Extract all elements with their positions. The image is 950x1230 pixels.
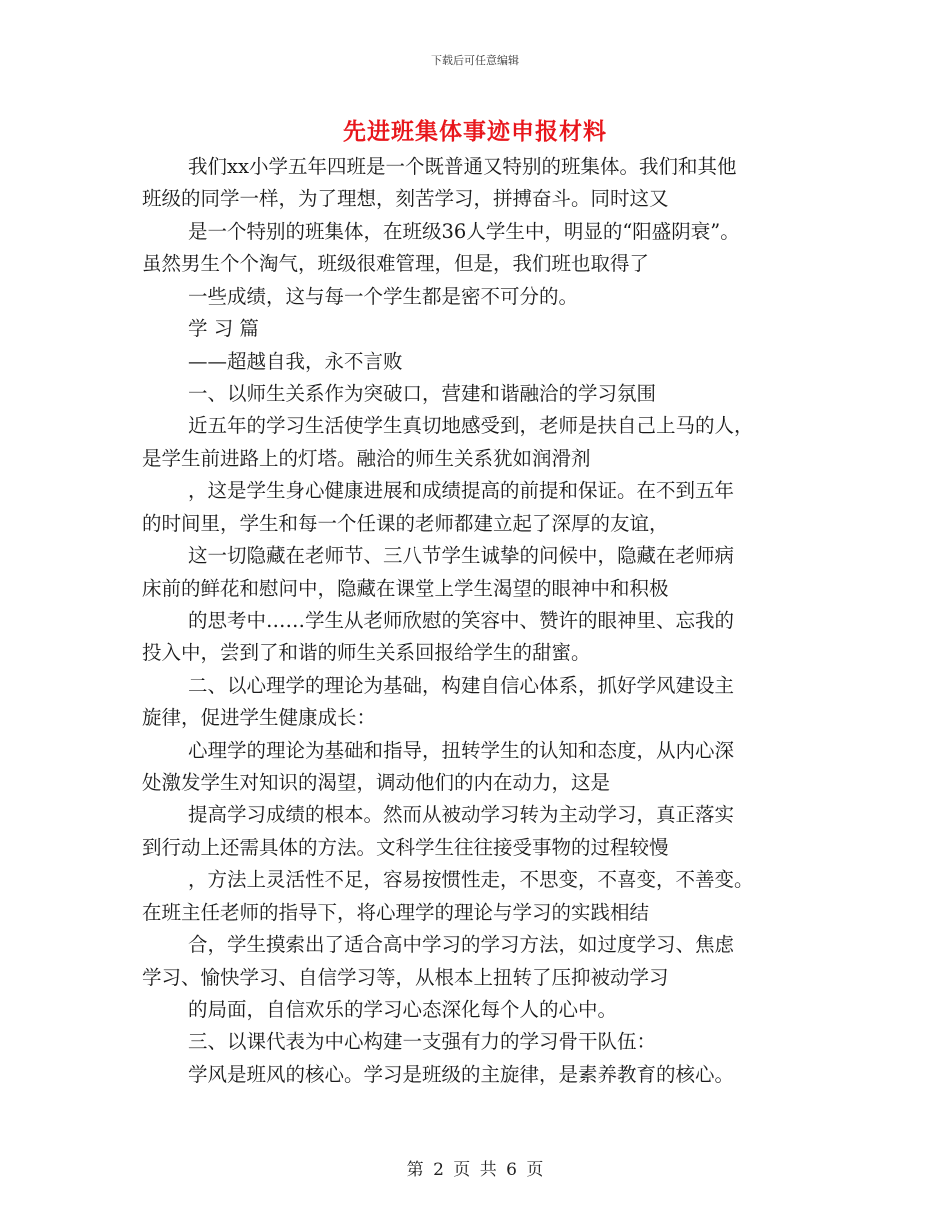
paragraph-line: 我们xx小学五年四班是一个既普通又特别的班集体。我们和其他 (188, 155, 737, 178)
document-title: 先进班集体事迹申报材料 (343, 118, 607, 145)
paragraph-line: 的时间里，学生和每一个任课的老师都建立起了深厚的友谊， (142, 512, 669, 535)
paragraph-line: 在班主任老师的指导下，将心理学的理论与学习的实践相结 (142, 901, 650, 924)
paragraph-line: 是一个特别的班集体，在班级36人学生中，明显的“阳盛阴衰”。 (188, 220, 740, 243)
paragraph-line: 到行动上还需具体的方法。文科学生往往接受事物的过程较慢 (142, 836, 669, 859)
page-footer: 第 2 页 共 6 页 (406, 1160, 544, 1180)
section-heading: 学 习 篇 (188, 317, 259, 340)
subsection-heading: 三、以课代表为中心构建一支强有力的学习骨干队伍： (188, 1030, 657, 1053)
section-subheading: ——超越自我，永不言败 (188, 350, 403, 373)
paragraph-line: 学习、愉快学习、自信学习等，从根本上扭转了压抑被动学习 (142, 966, 669, 989)
paragraph-line: 投入中，尝到了和谐的师生关系回报给学生的甜蜜。 (142, 641, 591, 664)
paragraph-line: 床前的鲜花和慰问中，隐藏在课堂上学生渴望的眼神中和积极 (142, 577, 669, 600)
subsection-heading: 旋律，促进学生健康成长： (142, 706, 377, 729)
paragraph-line: ，这是学生身心健康进展和成绩提高的前提和保证。在不到五年 (188, 479, 735, 502)
paragraph-line: 是学生前进路上的灯塔。融洽的师生关系犹如润滑剂 (142, 447, 591, 470)
paragraph-line: ，方法上灵活性不足，容易按惯性走，不思变，不喜变，不善变。 (188, 868, 754, 891)
paragraph-line: 心理学的理论为基础和指导，扭转学生的认知和态度，从内心深 (188, 739, 735, 762)
paragraph-line: 这一切隐藏在老师节、三八节学生诚挚的问候中，隐藏在老师病 (188, 544, 735, 567)
paragraph-line: 班级的同学一样，为了理想，刻苦学习，拼搏奋斗。同时这又 (142, 187, 669, 210)
paragraph-line: 虽然男生个个淘气，班级很难管理，但是，我们班也取得了 (142, 252, 650, 275)
paragraph-line: 学风是班风的核心。学习是班级的主旋律，是素养教育的核心。 (188, 1063, 735, 1086)
paragraph-line: 近五年的学习生活使学生真切地感受到，老师是扶自己上马的人， (188, 414, 754, 437)
header-note: 下载后可任意编辑 (431, 54, 519, 67)
paragraph-line: 的局面，自信欢乐的学习心态深化每个人的心中。 (188, 998, 618, 1021)
subsection-heading: 一、以师生关系作为突破口，营建和谐融洽的学习氛围 (188, 382, 657, 405)
paragraph-line: 合，学生摸索出了适合高中学习的学习方法，如过度学习、焦虑 (188, 933, 735, 956)
subsection-heading: 二、以心理学的理论为基础，构建自信心体系，抓好学风建设主 (188, 674, 735, 697)
paragraph-line: 一些成绩，这与每一个学生都是密不可分的。 (188, 285, 579, 308)
paragraph-line: 提高学习成绩的根本。然而从被动学习转为主动学习，真正落实 (188, 803, 735, 826)
paragraph-line: 的思考中……学生从老师欣慰的笑容中、赞许的眼神里、忘我的 (188, 609, 735, 632)
paragraph-line: 处激发学生对知识的渴望，调动他们的内在动力，这是 (142, 771, 611, 794)
